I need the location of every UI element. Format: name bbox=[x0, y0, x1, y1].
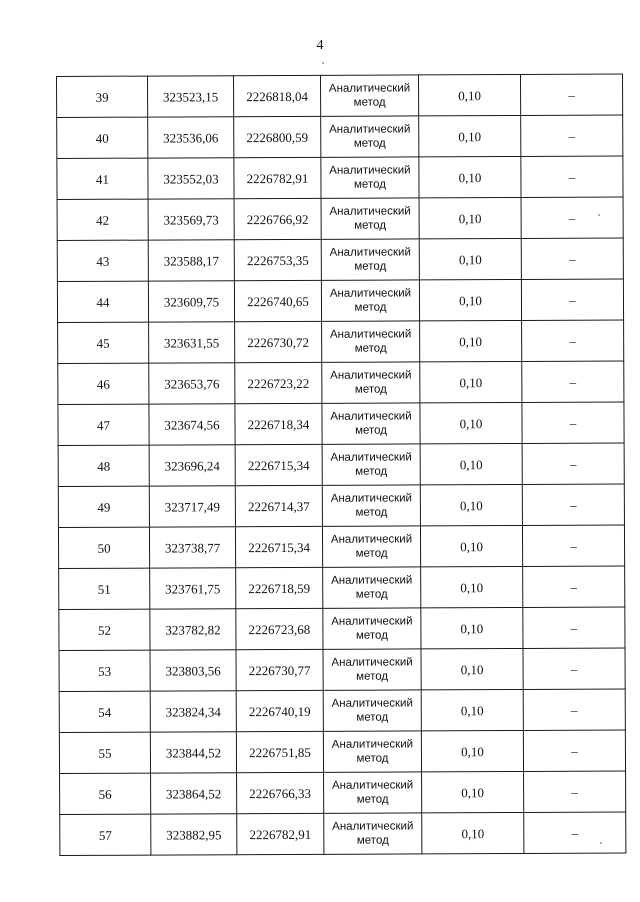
note-cell: – bbox=[523, 566, 625, 607]
method-line-1: Аналитический bbox=[329, 328, 412, 341]
table-row bbox=[59, 648, 625, 691]
y-coordinate-cell: 2226715,34 bbox=[235, 444, 322, 485]
table-row bbox=[60, 771, 626, 814]
note-cell: – bbox=[521, 279, 623, 320]
y-coordinate-cell: 2226751,85 bbox=[236, 731, 323, 772]
note-cell: – bbox=[521, 197, 623, 238]
x-coordinate-cell: 323523,15 bbox=[148, 76, 234, 117]
x-coordinate-cell: 323824,34 bbox=[150, 691, 236, 732]
table-row bbox=[57, 197, 623, 240]
method-line-1: Аналитический bbox=[331, 697, 413, 710]
note-cell: – bbox=[522, 443, 624, 484]
x-coordinate-cell: 323631,55 bbox=[149, 322, 235, 363]
table-row bbox=[57, 156, 623, 199]
point-number-cell: 54 bbox=[59, 691, 150, 732]
note-cell: – bbox=[523, 689, 625, 730]
table-row bbox=[57, 238, 623, 281]
y-coordinate-cell: 2226730,77 bbox=[236, 649, 323, 690]
method-cell bbox=[323, 649, 421, 690]
table-row bbox=[59, 689, 625, 732]
y-coordinate-cell: 2226782,91 bbox=[237, 813, 324, 854]
x-coordinate-cell: 323536,06 bbox=[148, 117, 234, 158]
x-coordinate-cell: 323552,03 bbox=[148, 158, 234, 199]
scan-speck bbox=[598, 214, 600, 216]
method-line-2: метод bbox=[355, 506, 388, 519]
point-number-cell: 46 bbox=[58, 363, 149, 404]
point-number-cell: 51 bbox=[59, 568, 150, 609]
note-cell: – bbox=[521, 238, 623, 279]
x-coordinate-cell: 323761,75 bbox=[150, 568, 236, 609]
accuracy-cell: 0,10 bbox=[420, 484, 522, 525]
method-line-1: Аналитический bbox=[328, 82, 411, 95]
method-cell bbox=[323, 690, 421, 731]
method-line-2: метод bbox=[355, 465, 388, 478]
accuracy-cell: 0,10 bbox=[419, 197, 521, 238]
x-coordinate-cell: 323569,73 bbox=[148, 199, 234, 240]
method-line-1: Аналитический bbox=[330, 533, 413, 546]
table-row bbox=[58, 484, 624, 527]
note-cell: – bbox=[524, 771, 626, 812]
table-row bbox=[59, 607, 625, 650]
method-line-2: метод bbox=[356, 670, 389, 683]
method-line-2: метод bbox=[355, 547, 388, 560]
y-coordinate-cell: 2226753,35 bbox=[234, 239, 321, 280]
method-line-1: Аналитический bbox=[331, 615, 413, 628]
y-coordinate-cell: 2226740,65 bbox=[234, 280, 321, 321]
x-coordinate-cell: 323588,17 bbox=[148, 240, 234, 281]
method-line-2: метод bbox=[354, 260, 387, 273]
method-cell bbox=[322, 526, 420, 567]
accuracy-cell: 0,10 bbox=[421, 689, 523, 730]
x-coordinate-cell: 323882,95 bbox=[151, 814, 237, 855]
note-cell: – bbox=[522, 484, 624, 525]
accuracy-cell: 0,10 bbox=[419, 279, 521, 320]
method-line-2: метод bbox=[356, 834, 389, 847]
x-coordinate-cell: 323653,76 bbox=[149, 363, 235, 404]
x-coordinate-cell: 323696,24 bbox=[149, 445, 235, 486]
table-row bbox=[57, 74, 623, 117]
method-line-1: Аналитический bbox=[329, 164, 411, 177]
method-cell bbox=[323, 567, 421, 608]
point-number-cell: 56 bbox=[60, 773, 151, 814]
method-line-1: Аналитический bbox=[331, 738, 414, 751]
table-row bbox=[58, 320, 624, 363]
coordinates-table-body bbox=[57, 74, 626, 855]
method-line-1: Аналитический bbox=[330, 410, 412, 423]
note-cell: – bbox=[522, 525, 624, 566]
x-coordinate-cell: 323803,56 bbox=[150, 650, 236, 691]
method-line-1: Аналитический bbox=[331, 574, 413, 587]
point-number-cell: 52 bbox=[59, 609, 150, 650]
accuracy-cell: 0,10 bbox=[420, 443, 522, 484]
method-line-2: метод bbox=[353, 96, 386, 109]
accuracy-cell: 0,10 bbox=[421, 730, 523, 771]
y-coordinate-cell: 2226714,37 bbox=[235, 485, 322, 526]
point-number-cell: 55 bbox=[59, 732, 150, 773]
point-number-cell: 40 bbox=[57, 117, 148, 158]
y-coordinate-cell: 2226800,59 bbox=[234, 116, 321, 157]
x-coordinate-cell: 323864,52 bbox=[151, 773, 237, 814]
note-cell: – bbox=[521, 156, 623, 197]
point-number-cell: 44 bbox=[57, 281, 148, 322]
note-cell: – bbox=[524, 812, 626, 853]
table-row bbox=[57, 115, 623, 158]
scan-speck bbox=[322, 62, 324, 64]
method-cell bbox=[324, 772, 422, 813]
note-cell: – bbox=[521, 115, 623, 156]
coordinates-table bbox=[56, 74, 626, 856]
method-line-1: Аналитический bbox=[329, 123, 411, 136]
note-cell: – bbox=[523, 730, 625, 771]
method-line-1: Аналитический bbox=[330, 451, 412, 464]
method-cell bbox=[321, 116, 419, 157]
method-cell bbox=[321, 157, 419, 198]
table-row bbox=[60, 812, 626, 855]
method-line-2: метод bbox=[355, 588, 388, 601]
x-coordinate-cell: 323738,77 bbox=[149, 527, 235, 568]
method-line-2: метод bbox=[354, 301, 387, 314]
note-cell: – bbox=[523, 648, 625, 689]
method-line-1: Аналитический bbox=[329, 246, 411, 259]
x-coordinate-cell: 323674,56 bbox=[149, 404, 235, 445]
method-line-1: Аналитический bbox=[332, 820, 414, 833]
point-number-cell: 57 bbox=[60, 814, 151, 855]
y-coordinate-cell: 2226718,34 bbox=[235, 403, 322, 444]
point-number-cell: 48 bbox=[58, 445, 149, 486]
point-number-cell: 43 bbox=[57, 240, 148, 281]
y-coordinate-cell: 2226723,22 bbox=[235, 362, 322, 403]
method-line-2: метод bbox=[355, 629, 388, 642]
y-coordinate-cell: 2226715,34 bbox=[235, 526, 322, 567]
table-row bbox=[57, 279, 623, 322]
method-line-2: метод bbox=[354, 383, 387, 396]
accuracy-cell: 0,10 bbox=[421, 607, 523, 648]
y-coordinate-cell: 2226766,33 bbox=[237, 772, 324, 813]
method-line-2: метод bbox=[356, 752, 389, 765]
method-line-2: метод bbox=[354, 219, 387, 232]
accuracy-cell: 0,10 bbox=[419, 156, 521, 197]
accuracy-cell: 0,10 bbox=[422, 771, 524, 812]
point-number-cell: 47 bbox=[58, 404, 149, 445]
accuracy-cell: 0,10 bbox=[420, 402, 522, 443]
page-number: 4 bbox=[316, 38, 324, 53]
accuracy-cell: 0,10 bbox=[420, 320, 522, 361]
scan-speck bbox=[600, 842, 602, 844]
method-line-1: Аналитический bbox=[330, 492, 412, 505]
accuracy-cell: 0,10 bbox=[422, 812, 524, 853]
table-row bbox=[58, 361, 624, 404]
table-row bbox=[59, 730, 625, 773]
accuracy-cell: 0,10 bbox=[420, 525, 522, 566]
x-coordinate-cell: 323782,82 bbox=[150, 609, 236, 650]
accuracy-cell: 0,10 bbox=[420, 361, 522, 402]
method-cell bbox=[321, 280, 419, 321]
point-number-cell: 39 bbox=[57, 76, 148, 117]
method-line-1: Аналитический bbox=[331, 779, 414, 792]
point-number-cell: 45 bbox=[58, 322, 149, 363]
method-line-1: Аналитический bbox=[329, 287, 412, 300]
method-cell bbox=[322, 444, 420, 485]
accuracy-cell: 0,10 bbox=[419, 238, 521, 279]
table-row bbox=[58, 443, 624, 486]
table-row bbox=[59, 566, 625, 609]
note-cell: – bbox=[522, 320, 624, 361]
x-coordinate-cell: 323844,52 bbox=[150, 732, 236, 773]
method-cell bbox=[323, 608, 421, 649]
method-cell bbox=[322, 403, 420, 444]
x-coordinate-cell: 323609,75 bbox=[148, 281, 234, 322]
method-line-2: метод bbox=[356, 793, 389, 806]
point-number-cell: 41 bbox=[57, 158, 148, 199]
method-line-2: метод bbox=[353, 178, 386, 191]
note-cell: – bbox=[523, 607, 625, 648]
y-coordinate-cell: 2226818,04 bbox=[234, 75, 321, 116]
method-line-2: метод bbox=[355, 424, 388, 437]
point-number-cell: 50 bbox=[58, 527, 149, 568]
point-number-cell: 53 bbox=[59, 650, 150, 691]
method-line-2: метод bbox=[353, 137, 386, 150]
method-cell bbox=[322, 321, 420, 362]
method-cell bbox=[322, 362, 420, 403]
y-coordinate-cell: 2226766,92 bbox=[234, 198, 321, 239]
accuracy-cell: 0,10 bbox=[419, 115, 521, 156]
method-line-2: метод bbox=[356, 711, 389, 724]
point-number-cell: 42 bbox=[57, 199, 148, 240]
method-line-2: метод bbox=[354, 342, 387, 355]
point-number-cell: 49 bbox=[58, 486, 149, 527]
y-coordinate-cell: 2226730,72 bbox=[235, 321, 322, 362]
x-coordinate-cell: 323717,49 bbox=[149, 486, 235, 527]
method-cell bbox=[322, 485, 420, 526]
y-coordinate-cell: 2226782,91 bbox=[234, 157, 321, 198]
y-coordinate-cell: 2226723,68 bbox=[236, 608, 323, 649]
table-row bbox=[58, 525, 624, 568]
accuracy-cell: 0,10 bbox=[421, 648, 523, 689]
method-cell bbox=[324, 813, 422, 854]
accuracy-cell: 0,10 bbox=[418, 74, 520, 115]
method-cell bbox=[321, 239, 419, 280]
table-row bbox=[58, 402, 624, 445]
method-line-1: Аналитический bbox=[331, 656, 413, 669]
accuracy-cell: 0,10 bbox=[421, 566, 523, 607]
method-line-1: Аналитический bbox=[329, 205, 411, 218]
method-line-1: Аналитический bbox=[330, 369, 412, 382]
method-cell bbox=[320, 75, 418, 116]
y-coordinate-cell: 2226718,59 bbox=[236, 567, 323, 608]
method-cell bbox=[323, 731, 421, 772]
method-cell bbox=[321, 198, 419, 239]
note-cell: – bbox=[520, 74, 622, 115]
y-coordinate-cell: 2226740,19 bbox=[236, 690, 323, 731]
note-cell: – bbox=[522, 402, 624, 443]
note-cell: – bbox=[522, 361, 624, 402]
